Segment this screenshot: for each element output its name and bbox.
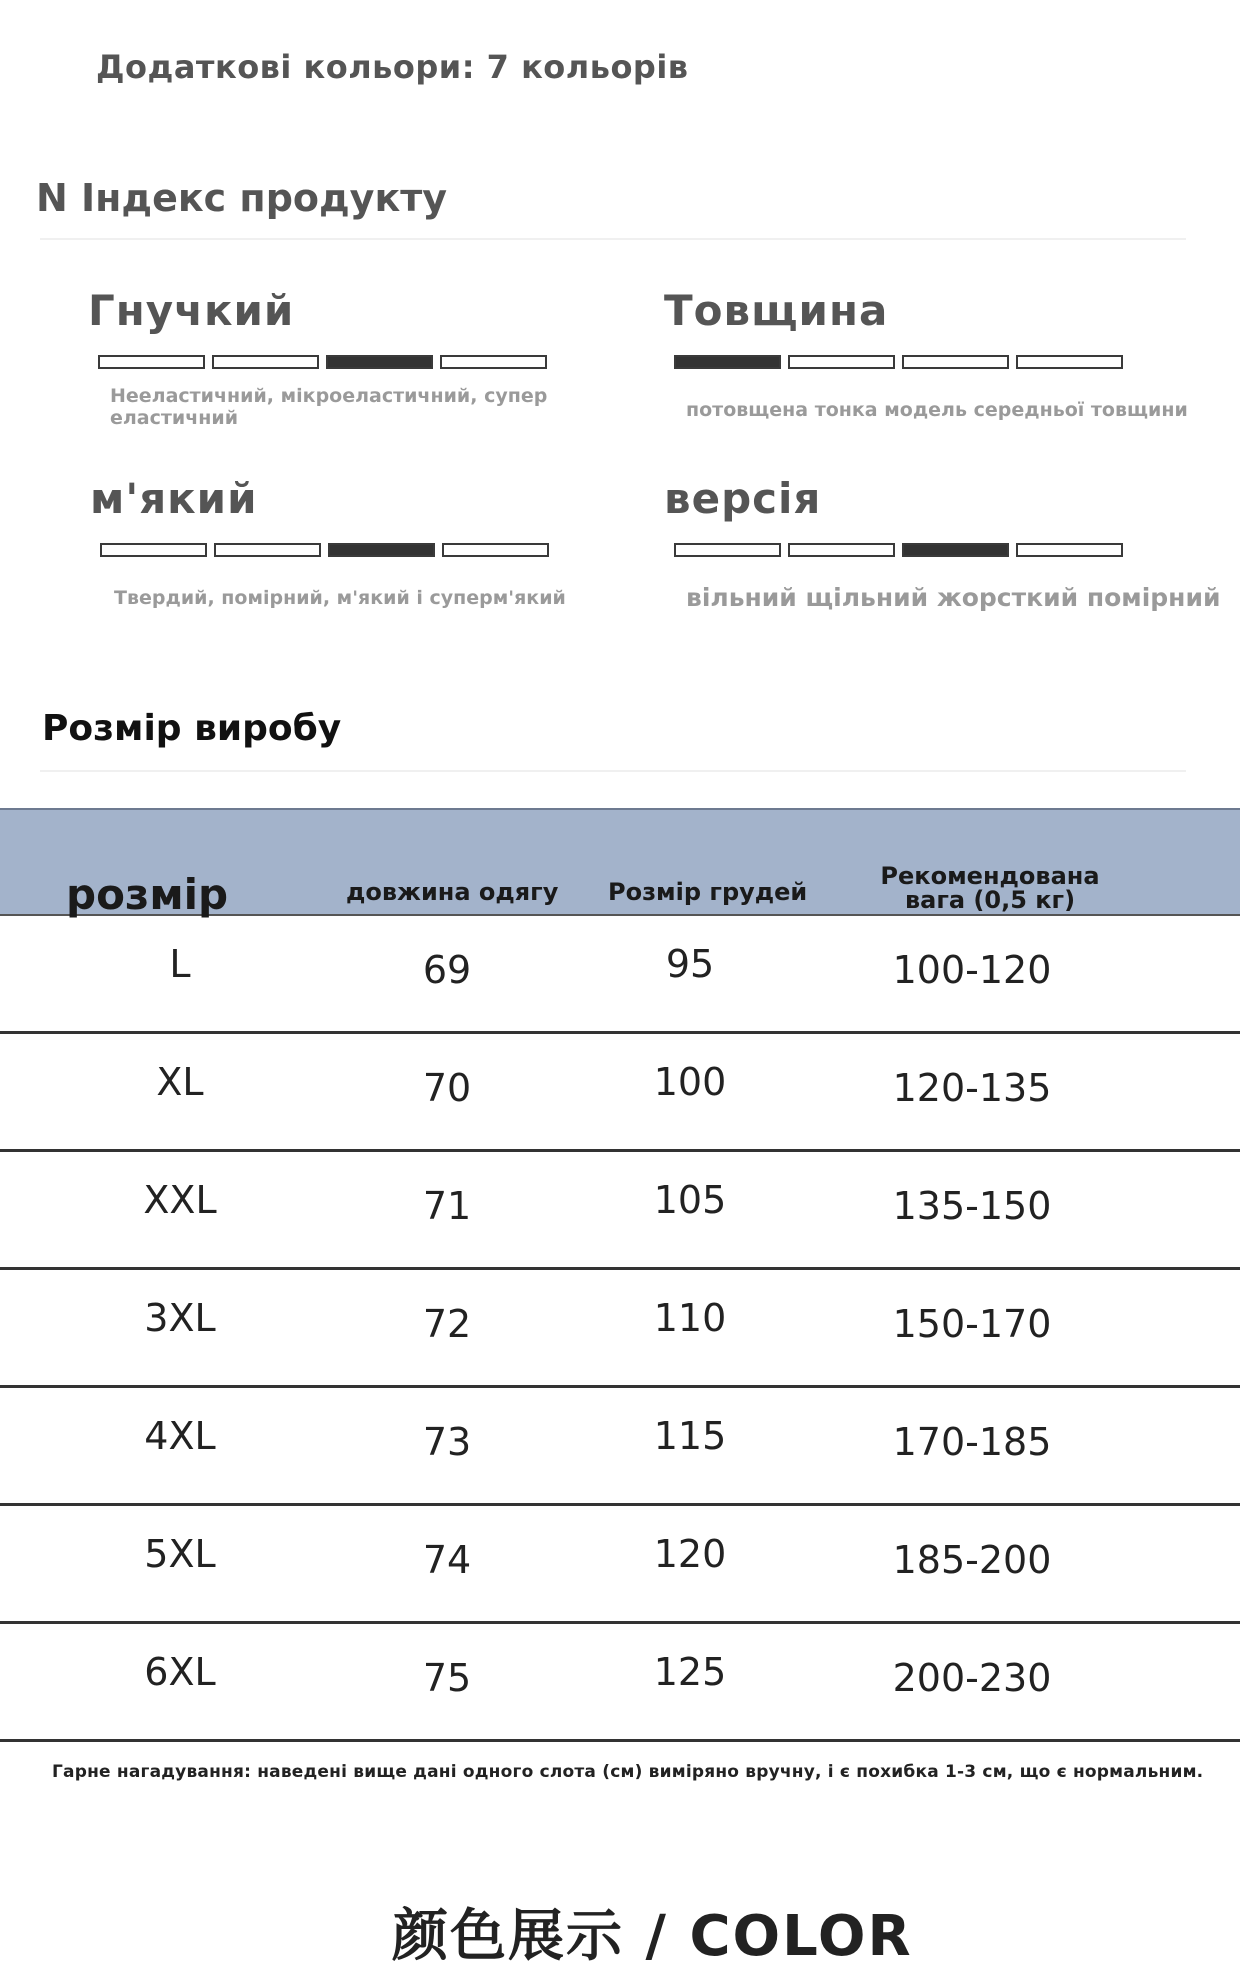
table-row bbox=[0, 916, 1240, 1034]
scale-segment bbox=[100, 543, 207, 557]
scale-segment bbox=[1016, 355, 1123, 369]
cell-size: XL bbox=[156, 1060, 204, 1104]
scale-segment bbox=[788, 355, 895, 369]
cell-size: 6XL bbox=[144, 1650, 216, 1694]
attribute-softness bbox=[90, 474, 650, 609]
attribute-description: потовщена тонка модель середньої товщини bbox=[686, 399, 1188, 421]
header-size: розмір bbox=[66, 870, 229, 919]
scale-segment bbox=[788, 543, 895, 557]
cell-chest: 100 bbox=[653, 1060, 727, 1104]
attribute-scale bbox=[100, 543, 650, 557]
cell-weight: 135-150 bbox=[892, 1184, 1052, 1228]
cell-weight: 170-185 bbox=[892, 1420, 1052, 1464]
attribute-scale bbox=[98, 355, 648, 369]
cell-weight: 150-170 bbox=[892, 1302, 1052, 1346]
cell-chest: 125 bbox=[653, 1650, 727, 1694]
cell-length: 72 bbox=[422, 1302, 472, 1346]
cell-length: 73 bbox=[422, 1420, 472, 1464]
table-row bbox=[0, 1624, 1240, 1742]
attribute-scale bbox=[674, 543, 1224, 557]
cell-length: 71 bbox=[422, 1184, 472, 1228]
cell-weight: 120-135 bbox=[892, 1066, 1052, 1110]
table-row bbox=[0, 1034, 1240, 1152]
scale-segment bbox=[212, 355, 319, 369]
scale-segment-active bbox=[674, 355, 781, 369]
scale-segment bbox=[214, 543, 321, 557]
product-index-title: N Індекс продукту bbox=[36, 176, 448, 220]
additional-colors-text: Додаткові кольори: 7 кольорів bbox=[96, 48, 689, 86]
measurement-note: Гарне нагадування: наведені вище дані одного слота (см) виміряно вручну, і є похибка 1-3 см, що є нормальним. bbox=[52, 1762, 1204, 1782]
cell-chest: 115 bbox=[653, 1414, 727, 1458]
scale-segment bbox=[1016, 543, 1123, 557]
attribute-title: Товщина bbox=[664, 286, 889, 335]
attribute-flexible bbox=[88, 286, 648, 429]
cell-size: L bbox=[169, 942, 191, 986]
size-section-title: Розмір виробу bbox=[42, 708, 342, 749]
cell-length: 69 bbox=[422, 948, 472, 992]
header-chest: Розмір грудей bbox=[608, 878, 808, 906]
size-table bbox=[0, 808, 1240, 1742]
scale-segment-active bbox=[902, 543, 1009, 557]
cell-chest: 120 bbox=[653, 1532, 727, 1576]
table-row bbox=[0, 1270, 1240, 1388]
cell-length: 70 bbox=[422, 1066, 472, 1110]
attribute-scale bbox=[674, 355, 1224, 369]
cell-size: XXL bbox=[143, 1178, 217, 1222]
header-weight: Рекомендована вага (0,5 кг) bbox=[880, 862, 1100, 914]
cell-size: 4XL bbox=[144, 1414, 216, 1458]
cell-weight: 100-120 bbox=[892, 948, 1052, 992]
attribute-fit-version bbox=[664, 474, 1224, 612]
divider bbox=[40, 770, 1186, 772]
attribute-title: версія bbox=[664, 474, 822, 523]
divider bbox=[40, 238, 1186, 240]
scale-segment bbox=[98, 355, 205, 369]
scale-segment bbox=[902, 355, 1009, 369]
attribute-title: Гнучкий bbox=[88, 286, 295, 335]
attribute-description: Нееластичний, мікроеластичний, супер еластичний bbox=[110, 385, 548, 429]
cell-chest: 110 bbox=[653, 1296, 727, 1340]
table-row bbox=[0, 1506, 1240, 1624]
table-header bbox=[0, 808, 1240, 919]
attribute-description: вільний щільний жорсткий помірний bbox=[686, 583, 1221, 612]
table-row bbox=[0, 1152, 1240, 1270]
attribute-description: Твердий, помірний, м'який і суперм'який bbox=[114, 587, 566, 609]
scale-segment-active bbox=[326, 355, 433, 369]
cell-weight: 200-230 bbox=[892, 1656, 1052, 1700]
cell-weight: 185-200 bbox=[892, 1538, 1052, 1582]
attribute-thickness bbox=[664, 286, 1224, 421]
scale-segment bbox=[674, 543, 781, 557]
cell-length: 74 bbox=[422, 1538, 472, 1582]
attribute-title: м'який bbox=[90, 474, 258, 523]
scale-segment bbox=[440, 355, 547, 369]
scale-segment bbox=[442, 543, 549, 557]
color-display-title: 颜色展示 / COLOR bbox=[392, 1904, 913, 1969]
cell-size: 5XL bbox=[144, 1532, 216, 1576]
cell-size: 3XL bbox=[144, 1296, 216, 1340]
table-row bbox=[0, 1388, 1240, 1506]
cell-length: 75 bbox=[422, 1656, 472, 1700]
scale-segment-active bbox=[328, 543, 435, 557]
cell-chest: 95 bbox=[665, 942, 715, 986]
cell-chest: 105 bbox=[653, 1178, 727, 1222]
header-length: довжина одягу bbox=[346, 878, 559, 906]
